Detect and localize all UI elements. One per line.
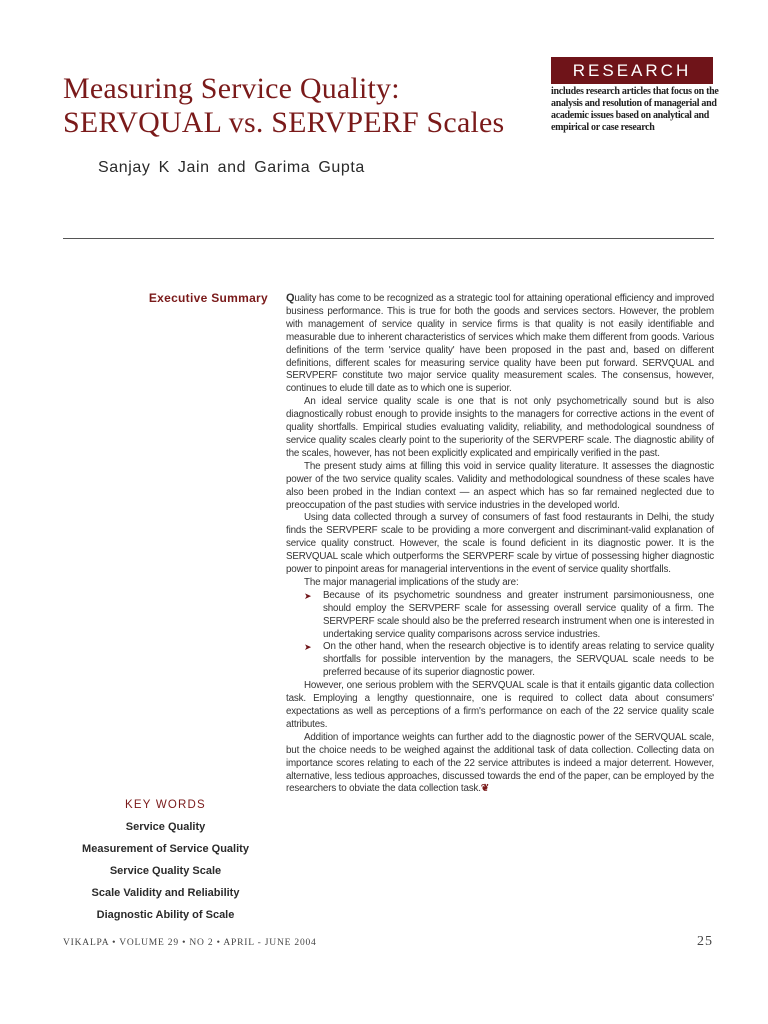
keywords-heading: KEY WORDS [125,799,206,811]
paragraph: Quality has come to be recognized as a strategic tool for attaining operational efficiency and improved business performance. This is true for both the goods and services sectors. However, the problem with management of service quality in service firms is that quality is not easily identifiable and measurable due to inherent characteristics of services which make them different from goods. Various definitions of the term 'service quality' have been proposed in the past and, based on different definitions, different scales for measuring service quality have been put forward. SERVQUAL and SERVPERF constitute two major service quality measurement scales. The consensus, however, continues to elude till date as to which one is superior. [286,292,714,395]
keyword: Scale Validity and Reliability [91,887,240,899]
section-badge: RESEARCH [551,57,713,84]
executive-summary-heading: Executive Summary [148,291,268,305]
title-line-2: SERVQUAL vs. SERVPERF Scales [63,106,505,139]
divider [63,238,714,239]
authors: Sanjay K Jain and Garima Gupta [98,159,365,176]
keywords-box [63,799,268,926]
implications-list [286,590,714,680]
paragraph-text: Addition of importance weights can further add to the diagnostic power of the SERVQUAL scale, but the choice needs to be weighed against the additional task of data collection. Collecting data on importance scores relating to each of the 22 service attributes is indeed a major deterrent. However, alternative, less tedious approaches, discussed towards the end of the paper, can be employed by the researchers to obviate the data collection task. [286,731,714,795]
keyword: Measurement of Service Quality [82,843,249,855]
section-description: includes research articles that focus on the analysis and resolution of managerial and academic issues based on analytical and empirical or case research [551,86,719,133]
article-title [63,72,504,140]
page-number: 25 [697,934,713,949]
paragraph: An ideal service quality scale is one that is not only psychometrically sound but is also diagnostically robust enough to provide insights to the managers for corrective actions in the event of quality shortfalls. Empirical studies evaluating validity, reliability, and methodological soundness of service quality scales clearly point to the superiority of the SERVPERF scale. The diagnostic ability of the scales, however, has not been explicitly explicated and empirically verified in the past. [286,396,714,459]
paragraph: The present study aims at filling this void in service quality literature. It assesses the diagnostic power of the two service quality scales. Validity and methodological soundness of these scales have also been probed in the Indian context — an aspect which has so far remained neglected due to preoccupation of the past studies with service industries in the developed world. [286,460,714,511]
executive-summary-body [286,292,714,796]
paragraph: However, one serious problem with the SERVQUAL scale is that it entails gigantic data collection task. Employing a lengthy questionnaire, one is required to collect data about consumers' expectations as well as perceptions of a firm's performance on each of the 22 service quality scale attributes. [286,680,714,730]
keyword: Diagnostic Ability of Scale [96,909,235,921]
list-item: ➤ On the other hand, when the research objective is to identify areas relating to service quality shortfalls for possible intervention by the managers, the SERVQUAL scale needs to be preferred because of its superior diagnostic power. [286,641,714,680]
end-of-summary-icon: ❦ [480,783,489,795]
paragraph: The major managerial implications of the study are: [304,576,519,588]
list-item: ➤ Because of its psychometric soundness and greater instrument parsimoniousness, one should employ the SERVPERF scale for assessing overall service quality of a firm. The SERVPERF scale should also be the preferred research instrument when one is interested in undertaking service quality comparisons across service industries. [286,590,714,642]
paragraph [286,732,714,797]
journal-footer: VIKALPA • VOLUME 29 • NO 2 • APRIL - JUNE 2004 [63,938,317,948]
title-line-1: Measuring Service Quality: [63,72,400,105]
keyword: Service Quality [125,821,206,833]
paragraph: Using data collected through a survey of consumers of fast food restaurants in Delhi, the study finds the SERVPERF scale to be providing a more convergent and discriminant-valid explanation of service quality construct. However, the scale is found deficient in its diagnostic power. It is the SERVQUAL scale which outperforms the SERVPERF scale by virtue of possessing higher diagnostic power to pinpoint areas for managerial interventions in the event of service quality shortfalls. [286,512,714,576]
keyword: Service Quality Scale [109,865,222,877]
